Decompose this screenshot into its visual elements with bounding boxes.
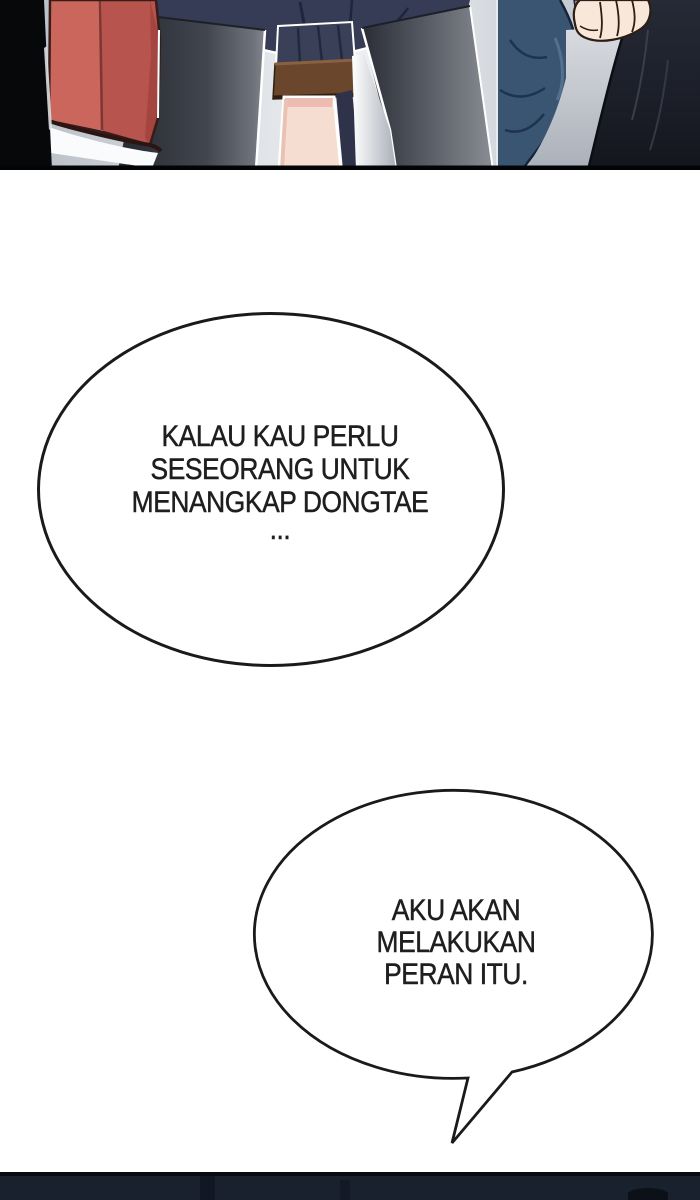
left-black-bar bbox=[0, 0, 52, 170]
bubble1-line2: SESEORANG UNTUK bbox=[150, 453, 410, 486]
bubble1-line1: KALAU KAU PERLU bbox=[161, 420, 399, 453]
comic-art-legs bbox=[0, 0, 700, 170]
panel-border bbox=[0, 166, 700, 171]
bubble2-line2: MELAKUKAN bbox=[376, 926, 536, 959]
panel-shadow-smudge bbox=[200, 1176, 215, 1200]
bubble1-ellipsis: ... bbox=[269, 513, 291, 546]
bubble2-line1: AKU AKAN bbox=[391, 894, 521, 927]
speech-bubble-2-text bbox=[346, 895, 566, 991]
panel-silhouette bbox=[628, 1188, 668, 1200]
comic-panel-top bbox=[0, 0, 700, 170]
bubble1-line3: MENANGKAP DONGTAE bbox=[131, 486, 429, 519]
comic-panel-bottom-edge bbox=[0, 1172, 700, 1200]
bare-skin-leg bbox=[279, 97, 341, 170]
bubble2-line3: PERAN ITU. bbox=[384, 958, 528, 991]
red-shopping-bag bbox=[44, 0, 161, 168]
panel-shadow-smudge bbox=[340, 1180, 350, 1200]
speech-bubble-1-text bbox=[113, 420, 447, 552]
